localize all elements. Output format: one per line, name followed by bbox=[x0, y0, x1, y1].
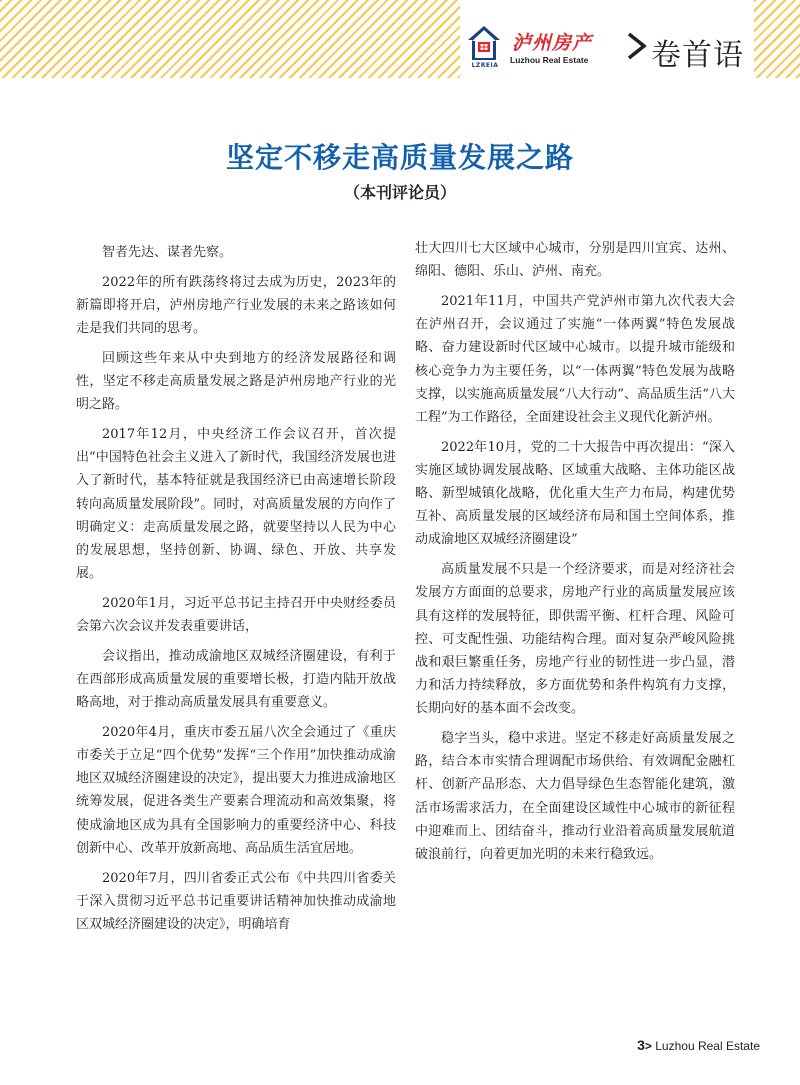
article-column-right bbox=[415, 237, 735, 873]
article-title: 坚定不移走高质量发展之路 bbox=[225, 141, 574, 174]
brand-name-cn: 泸州房产 bbox=[512, 32, 593, 54]
paragraph: 回顾这些年来从中央到地方的经济发展路径和调性，坚定不移走高质量发展之路是泸州房地产行业的光明之路。 bbox=[76, 350, 396, 413]
section-title: 卷首语 bbox=[651, 38, 744, 73]
paragraph: 会议指出，推动成渝地区双城经济圈建设，有利于在西部形成高质量发展的重要增长极，打造内陆开放战略高地，对于推动高质量发展具有重要意义。 bbox=[76, 648, 396, 711]
paragraph: 稳字当头，稳中求进。坚定不移走好高质量发展之路，结合本市实情合理调配市场供给、有效调配金融杠杆、创新产品形态、大力倡导绿色生态智能化建筑，激活市场需求活力，在全面建设区域性中心城市的新征程中迎难而上、团结奋斗，推动行业沿着高质量发展航道破浪前行，向着更加光明的未来行稳致远。 bbox=[415, 731, 735, 863]
paragraph: 2022年10月，党的二十大报告中再次提出：“深入实施区域协调发展战略、区域重大战略、主体功能区战略、新型城镇化战略，优化重大生产力布局，构建优势互补、高质量发展的区域经济布局和国土空间体系，推动成渝地区双城经济圈建设” bbox=[415, 439, 735, 548]
paragraph: 2021年11月，中国共产党泸州市第九次代表大会在泸州召开，会议通过了实施“一体两翼”特色发展战略、奋力建设新时代区域中心城市。以提升城市能级和核心竞争力为主要任务，以“一体两翼”特色发展为战略支撑，以实施高质量发展“八大行动”、高品质生活“八大工程”为工作路径，全面建设社会主义现代化新泸州。 bbox=[415, 293, 735, 425]
page-footer bbox=[637, 1037, 760, 1053]
chevron-right-icon bbox=[624, 30, 650, 62]
header-stripe-left bbox=[0, 0, 460, 78]
paragraph: 智者先达、谋者先察。 bbox=[102, 245, 233, 260]
paragraph: 2020年1月，习近平总书记主持召开中央财经委员会第六次会议并发表重要讲话， bbox=[76, 595, 396, 635]
paragraph: 高质量发展不只是一个经济要求，而是对经济社会发展方方面面的总要求，房地产行业的高质量发展应该具有这样的发展特征，即供需平衡、杠杆合理、风险可控、可支配性强、功能结构合理。面对复杂严峻风险挑战和艰巨繁重任务，房地产行业的韧性进一步凸显，潜力和活力持续释放，多方面优势和条件构筑有力支撑，长期向好的基本面不会改变。 bbox=[415, 562, 735, 717]
paragraph-continuation: 壮大四川七大区域中心城市，分别是四川宜宾、达州、绵阳、德阳、乐山、泸州、南充。 bbox=[415, 241, 735, 280]
paragraph: 2017年12月，中央经济工作会议召开，首次提出“中国特色社会主义进入了新时代，我国经济发展也进入了新时代，基本特征就是我国经济已由高速增长阶段转向高质量发展阶段”。同时，对高质量发展的方向作了明确定义：走高质量发展之路，就要坚持以人民为中心的发展思想，坚持创新、协调、绿色、开放、共享发展。 bbox=[76, 426, 396, 582]
article-byline: （本刊评论员） bbox=[343, 183, 456, 202]
house-logo-icon bbox=[466, 24, 502, 64]
header-stripe-right bbox=[754, 0, 800, 78]
paragraph: 2020年7月，四川省委正式公布《中共四川省委关于深入贯彻习近平总书记重要讲话精神加快推动成渝地区双城经济圈建设的决定》，明确培育 bbox=[76, 870, 396, 932]
chevron-right-icon: > bbox=[644, 1039, 652, 1053]
footer-publication: Luzhou Real Estate bbox=[655, 1039, 760, 1053]
brand-name-en: Luzhou Real Estate bbox=[510, 55, 589, 65]
page-number: 3 bbox=[637, 1037, 645, 1053]
paragraph: 2022年的所有跌荡终将过去成为历史，2023年的新篇即将开启，泸州房地产行业发展的未来之路该如何走是我们共同的思考。 bbox=[76, 274, 396, 337]
logo-text: LZREIA bbox=[471, 62, 499, 69]
article-column-left bbox=[76, 241, 396, 943]
paragraph: 2020年4月，重庆市委五届八次全会通过了《重庆市委关于立足“四个优势”发挥“三个作用”加快推动成渝地区双城经济圈建设的决定》，提出要大力推进成渝地区统筹发展，促进各类生产要素合理流动和高效集聚，将使成渝地区成为具有全国影响力的重要经济中心、科技创新中心、改革开放新高地、高品质生活宜居地。 bbox=[76, 724, 396, 856]
